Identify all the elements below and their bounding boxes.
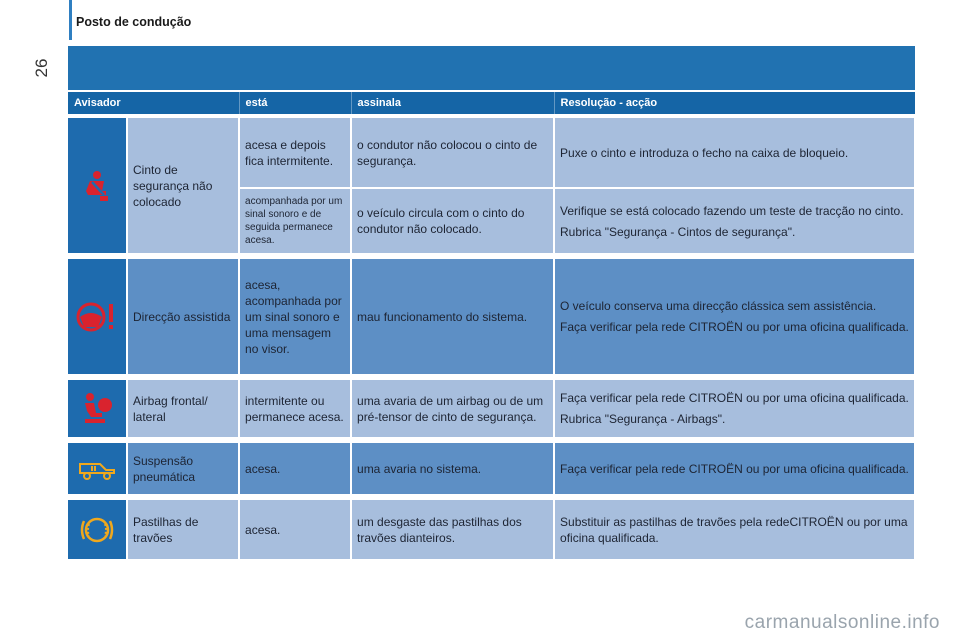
page-number: 26 bbox=[32, 58, 51, 78]
signals-cell: o veículo circula com o cinto do condutor não colocado. bbox=[351, 188, 554, 254]
signals-cell: um desgaste das pastilhas dos travões dianteiros. bbox=[351, 500, 554, 560]
resolution-cell: Puxe o cinto e introduza o fecho na caixa de bloqueio. bbox=[554, 118, 915, 188]
resolution-cell: O veículo conserva uma direcção clássica sem assistência. Faça verificar pela rede CITROËN ou por uma oficina qualificada. bbox=[554, 259, 915, 375]
table-row bbox=[68, 259, 915, 375]
table-row bbox=[68, 443, 915, 495]
state-cell: intermitente ou permanece acesa. bbox=[239, 380, 351, 438]
warning-name-seatbelt: Cinto de segurança não colocado bbox=[127, 118, 239, 254]
column-header-esta: está bbox=[239, 91, 351, 114]
signals-cell: uma avaria no sistema. bbox=[351, 443, 554, 495]
warning-name-steering: Direcção assistida bbox=[127, 259, 239, 375]
column-header-resolucao: Resolução - acção bbox=[554, 91, 915, 114]
seatbelt-icon bbox=[80, 169, 114, 203]
air-suspension-icon-cell bbox=[68, 443, 127, 495]
warning-name-brakepads: Pastilhas de travões bbox=[127, 500, 239, 560]
site-watermark: carmanualsonline.info bbox=[744, 612, 940, 633]
table-row bbox=[68, 380, 915, 438]
signals-cell: uma avaria de um airbag ou de um pré-tensor de cinto de segurança. bbox=[351, 380, 554, 438]
column-header-avisador: Avisador bbox=[68, 91, 239, 114]
resolution-cell: Faça verificar pela rede CITROËN ou por uma oficina qualificada. bbox=[554, 443, 915, 495]
power-steering-icon-cell bbox=[68, 259, 127, 375]
warning-name-airbag: Airbag frontal/ lateral bbox=[127, 380, 239, 438]
airbag-icon bbox=[79, 391, 115, 427]
state-cell: acompanhada por um sinal sonoro e de seguida permanece acesa. bbox=[239, 188, 351, 254]
state-cell: acesa e depois fica intermitente. bbox=[239, 118, 351, 188]
warning-name-suspension: Suspensão pneumática bbox=[127, 443, 239, 495]
brake-pads-icon-cell bbox=[68, 500, 127, 560]
section-title: Posto de condução bbox=[76, 15, 192, 29]
column-header-assinala: assinala bbox=[351, 91, 554, 114]
state-cell: acesa. bbox=[239, 500, 351, 560]
power-steering-icon bbox=[75, 300, 119, 334]
airbag-icon-cell bbox=[68, 380, 127, 438]
table-row bbox=[68, 118, 915, 188]
resolution-cell: Verifique se está colocado fazendo um teste de tracção no cinto. Rubrica "Segurança - Cintos de segurança". bbox=[554, 188, 915, 254]
section-marker-bar bbox=[69, 0, 72, 40]
state-cell: acesa. bbox=[239, 443, 351, 495]
table-row bbox=[68, 500, 915, 560]
signals-cell: mau funcionamento do sistema. bbox=[351, 259, 554, 375]
brake-pads-icon bbox=[79, 512, 115, 548]
state-cell: acesa, acompanhada por um sinal sonoro e uma mensagem no visor. bbox=[239, 259, 351, 375]
signals-cell: o condutor não colocou o cinto de segurança. bbox=[351, 118, 554, 188]
table-header-row bbox=[68, 91, 915, 114]
resolution-cell: Faça verificar pela rede CITROËN ou por uma oficina qualificada. Rubrica "Segurança - Airbags". bbox=[554, 380, 915, 438]
table-banner bbox=[68, 46, 915, 90]
warning-lights-table bbox=[68, 46, 915, 561]
resolution-cell: Substituir as pastilhas de travões pela redeCITROËN ou por uma oficina qualificada. bbox=[554, 500, 915, 560]
air-suspension-icon bbox=[77, 456, 117, 482]
seatbelt-icon-cell bbox=[68, 118, 127, 254]
